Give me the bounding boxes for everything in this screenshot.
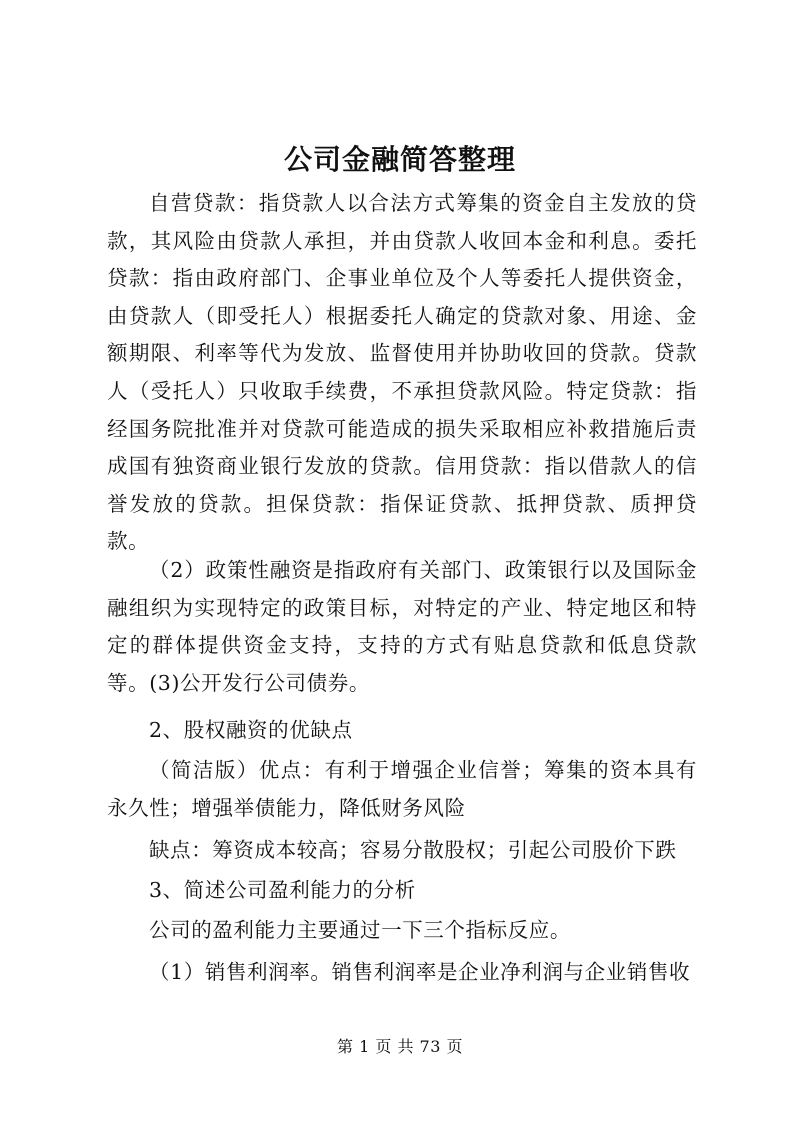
heading-equity-financing: 2、股权融资的优缺点 — [149, 718, 353, 742]
document-title: 公司金融简答整理 — [283, 143, 516, 176]
page-number: 第 1 页 共 73 页 — [337, 1037, 463, 1056]
paragraph-policy-financing: （2）政策性融资是指政府有关部门、政策银行以及国际金融组织为实现特定的政策目标，对特定的产业、特定地区和特定的群体提供资金支持，支持的方式有贴息贷款和低息贷款等。(3)公开发行公司债券。 — [107, 558, 697, 695]
paragraph-sales-margin: （1）销售利润率。销售利润率是企业净利润与企业销售收 — [149, 960, 691, 984]
paragraph-advantages: （简洁版）优点：有利于增强企业信誉；筹集的资本具有永久性；增强举债能力，降低财务风险 — [107, 758, 697, 820]
paragraph-loan-types: 自营贷款：指贷款人以合法方式筹集的资金自主发放的贷款，其风险由贷款人承担，并由贷款人收回本金和利息。委托贷款：指由政府部门、企事业单位及个人等委托人提供资金，由贷款人（即受托人）根据委托人确定的贷款对象、用途、金额期限、利率等代为发放、监督使用并协助收回的贷款。贷款人（受托人）只收取手续费，不承担贷款风险。特定贷款：指经国务院批准并对贷款可能造成的损失采取相应补救措施后责成国有独资商业银行发放的贷款。信用贷款：指以借款人的信誉发放的贷款。担保贷款：指保证贷款、抵押贷款、质押贷款。 — [107, 191, 697, 554]
paragraph-disadvantages: 缺点：筹资成本较高；容易分散股权；引起公司股价下跌 — [149, 838, 677, 862]
heading-profitability-analysis: 3、简述公司盈利能力的分析 — [149, 878, 416, 902]
paragraph-profitability-intro: 公司的盈利能力主要通过一下三个指标反应。 — [149, 918, 571, 942]
